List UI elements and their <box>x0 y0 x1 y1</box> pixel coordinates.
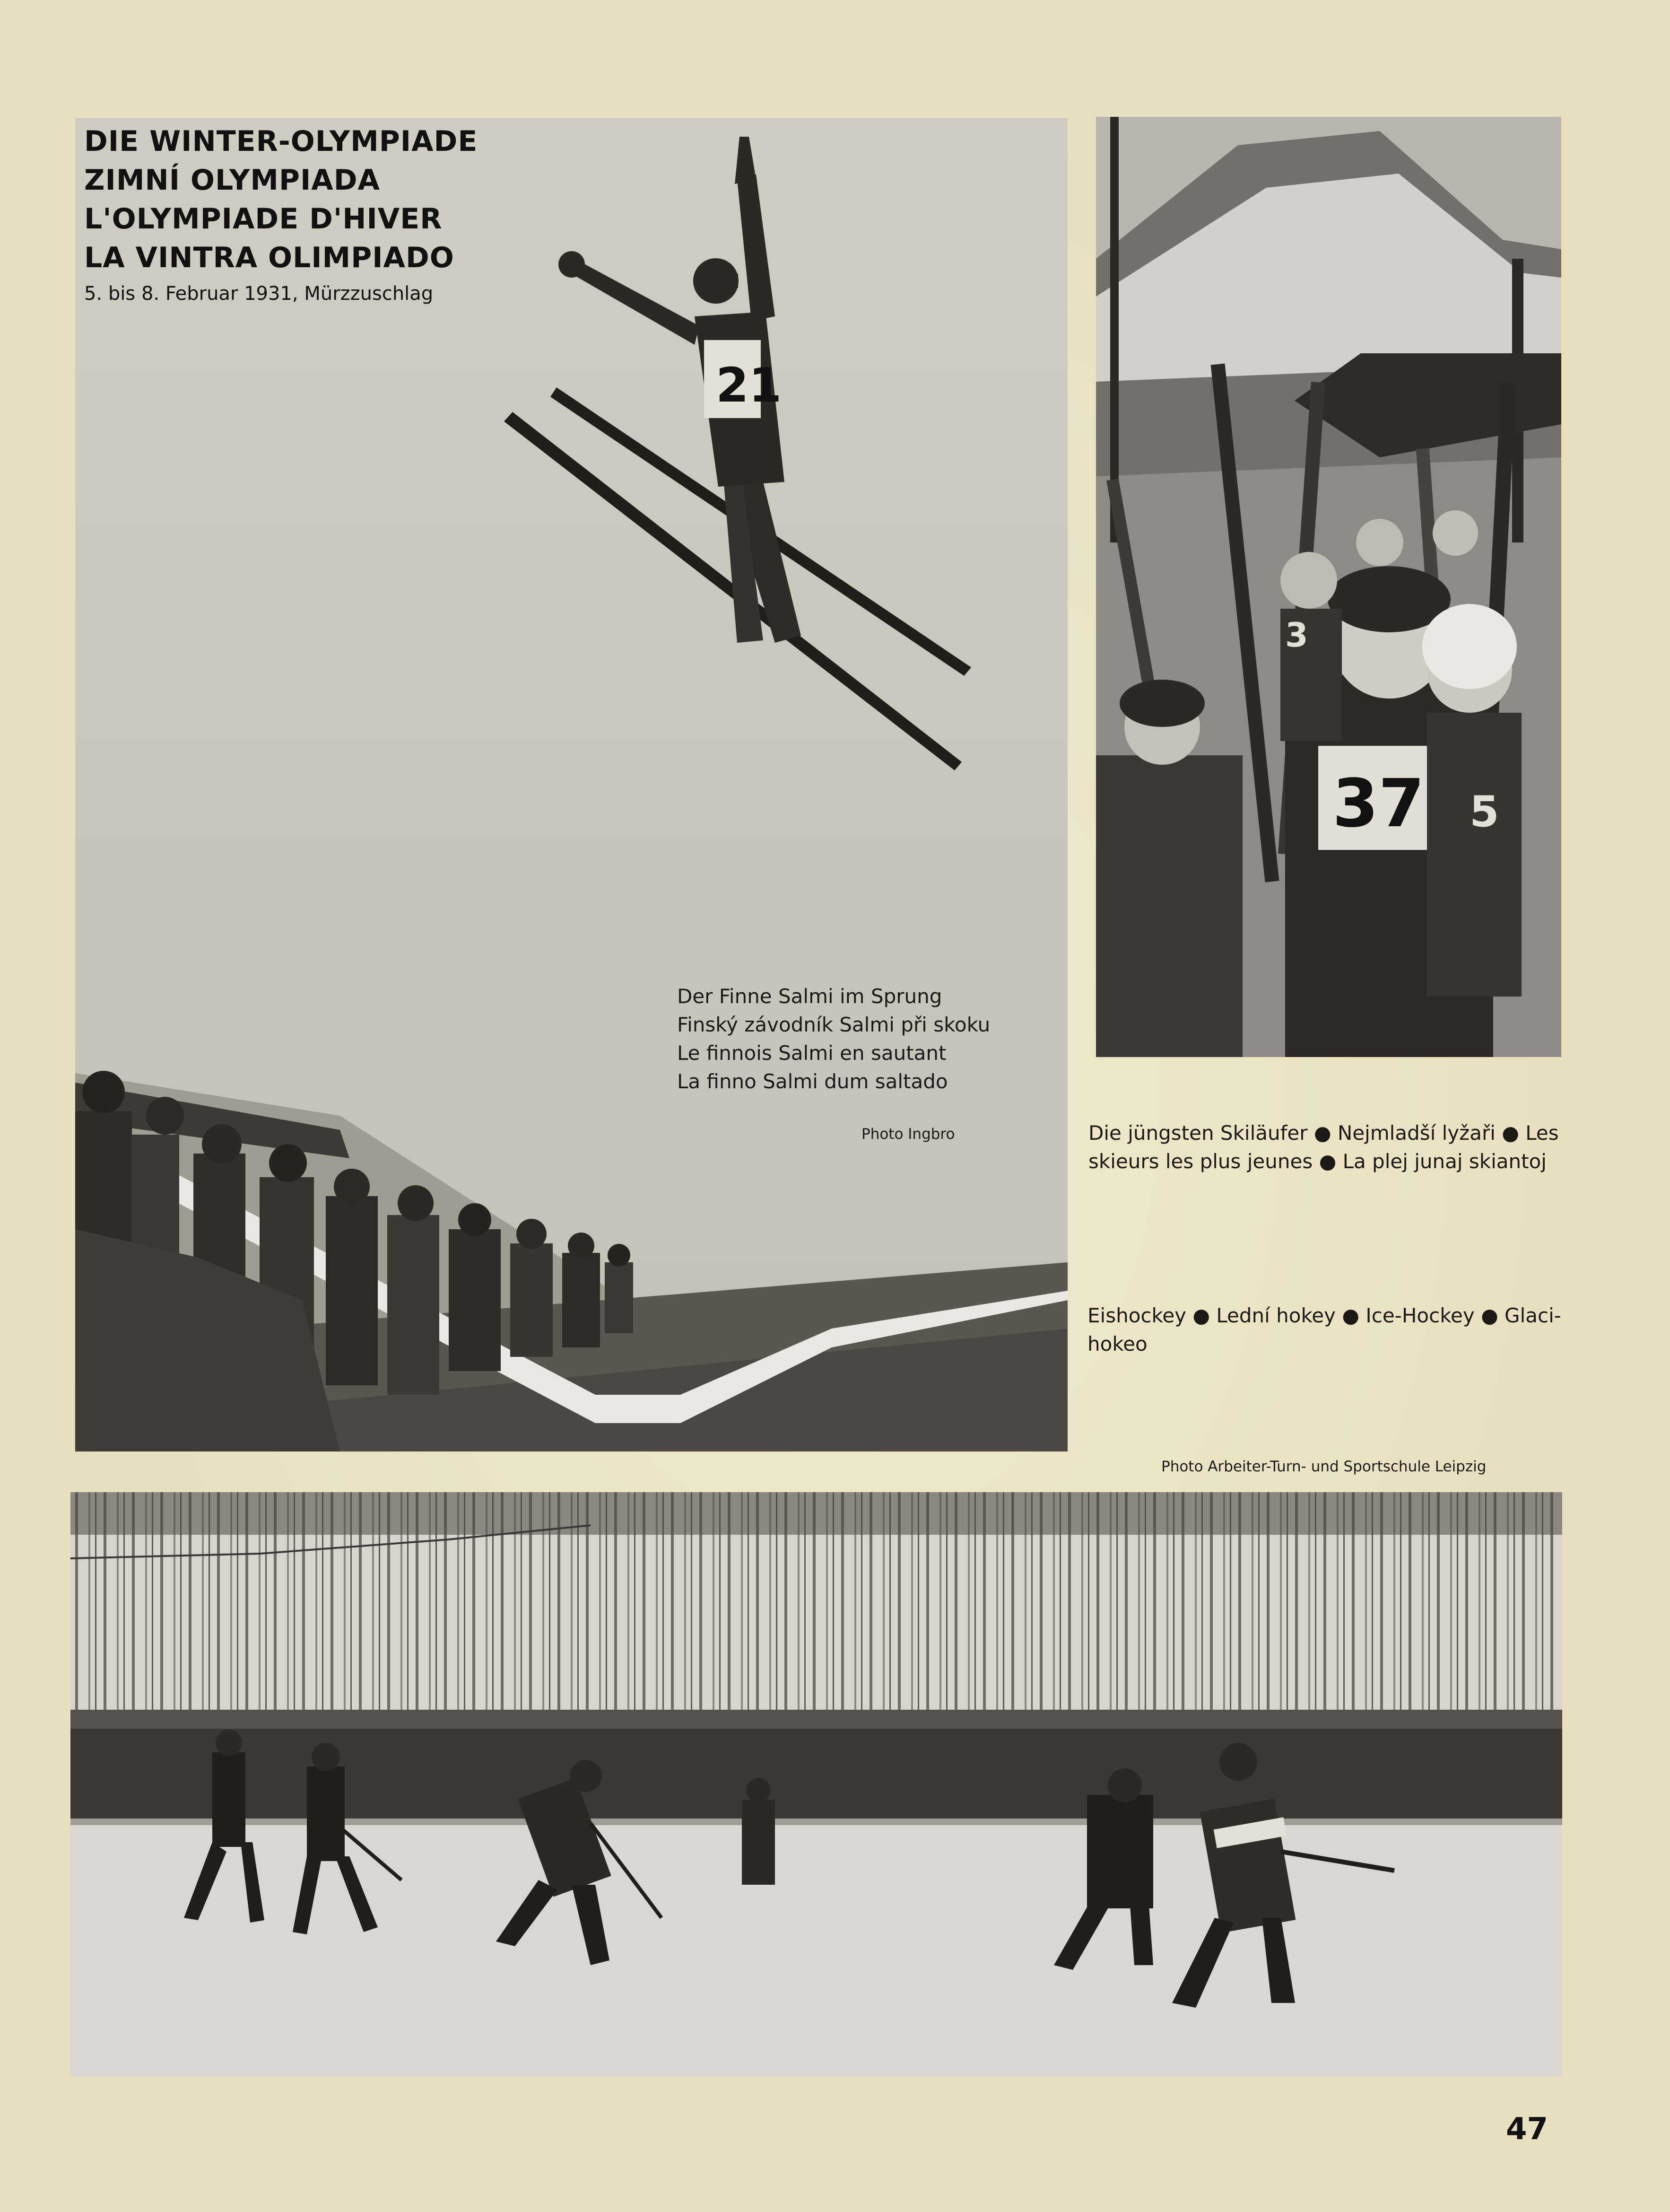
title-french: L'OLYMPIADE D'HIVER <box>84 202 443 236</box>
ice-hockey-caption: Eishockey ● Lední hokey ● Ice-Hockey ● Glaci-hokeo <box>1087 1304 1561 1355</box>
svg-text:5: 5 <box>1470 787 1499 837</box>
title-czech: ZIMNÍ OLYMPIADA <box>84 164 380 197</box>
title-esperanto: LA VINTRA OLIMPIADO <box>84 241 454 274</box>
young-skiers-image <box>1096 117 1561 1057</box>
page-number: 47 <box>1506 2112 1548 2147</box>
article-title-block <box>84 122 604 309</box>
title-german: DIE WINTER-OLYMPIADE <box>84 125 478 158</box>
young-skiers-photo <box>1096 117 1561 1057</box>
caption-line: Le finnois Salmi en sautant <box>677 1041 947 1065</box>
ice-hockey-image <box>70 1492 1562 2077</box>
caption-line: Der Finne Salmi im Sprung <box>677 985 942 1008</box>
caption-line: La finno Salmi dum saltado <box>677 1070 948 1093</box>
ski-jump-image <box>75 118 1068 1451</box>
ski-jump-photo-credit: Photo Ingbro <box>861 1126 955 1143</box>
ice-hockey-photo-credit: Photo Arbeiter-Turn- und Sportschule Leipzig <box>1161 1458 1487 1475</box>
ski-jump-caption <box>677 982 990 1096</box>
young-skiers-caption: Die jüngsten Skiläufer ● Nejmladší lyžaři ● Les skieurs les plus jeunes ● La plej junaj skiantoj <box>1088 1121 1559 1173</box>
caption-line: Finský závodník Salmi při skoku <box>677 1013 991 1036</box>
event-date-place: 5. bis 8. Februar 1931, Mürzzuschlag <box>84 283 434 305</box>
svg-text:21: 21 <box>716 358 782 413</box>
ice-hockey-photo <box>70 1492 1562 2077</box>
ski-jump-photo <box>75 118 1068 1451</box>
svg-text:3: 3 <box>1285 616 1308 655</box>
svg-text:37: 37 <box>1332 765 1425 842</box>
